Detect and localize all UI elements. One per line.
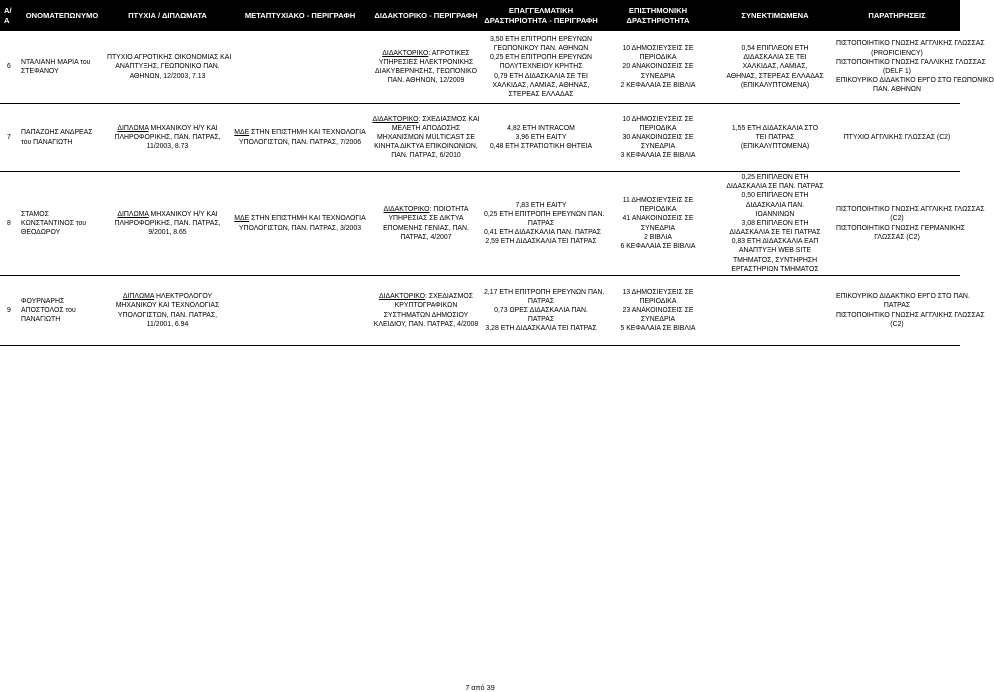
header-row [0, 0, 960, 31]
cell-line: του ΠΑΝΑΓΙΩΤΗ [21, 138, 73, 146]
underlined-prefix: ΜΔΕ [234, 215, 250, 223]
cell-line: ΧΑΛΚΙΔΑΣ, ΛΑΜΙΑΣ, [742, 63, 808, 71]
col-header-degrees: ΠΤΥΧΙΑ / ΔΙΠΛΩΜΑΤΑ [105, 0, 230, 31]
cell-line [232, 128, 368, 137]
cell-text: ΣΤΗΝ ΕΠΙΣΤΗΜΗ ΚΑΙ ΤΕΧΝΟΛΟΓΙΑ [249, 215, 366, 223]
cell-line: ΠΑΝ. ΑΘΗΝΩΝ, 12/2009 [387, 77, 465, 85]
col-header-scientific: ΕΠΙΣΤΗΜΟΝΙΚΗ ΔΡΑΣΤΗΡΙΟΤΗΤΑ [600, 0, 716, 31]
cell-line: ΜΗΧΑΝΙΣΜΩΝ MULTICAST ΣΕ [376, 133, 476, 141]
cell-line: ΤΕΙ ΠΑΤΡΑΣ [755, 133, 795, 141]
cell-line: (C2) [890, 320, 904, 328]
cell-line: ΠΤΥΧΙΟ ΑΓΓΛΙΚΗΣ ΓΛΩΣΣΑΣ (C2) [843, 133, 951, 141]
col-header-professional: ΕΠΑΓΓΕΛΜΑΤΙΚΗ ΔΡΑΣΤΗΡΙΟΤΗΤΑ - ΠΕΡΙΓΡΑΦΗ [482, 0, 600, 31]
cell-line: ΠΕΡΙΟΔΙΚΑ [639, 124, 677, 132]
cell-line: 10 ΔΗΜΟΣΙΕΥΣΕΙΣ ΣΕ [622, 115, 694, 123]
cell-professional [482, 31, 600, 104]
cell-line: ΑΘΗΝΩΝ, 12/2003, 7.13 [129, 72, 206, 80]
cell-text: ΜΗΧΑΝΙΚΟΥ Η/Υ ΚΑΙ [148, 124, 218, 132]
cell-evaluated [716, 104, 834, 172]
cell-line: (C2) [890, 215, 904, 223]
cell-text: : ΣΧΕΔΙΑΣΜΟΣ ΚΑΙ [418, 115, 480, 123]
cell-name [19, 104, 105, 172]
cell-line: ΠΙΣΤΟΠΟΙΗΤΙΚΟ ΓΝΩΣΗΣ ΓΕΡΜΑΝΙΚΗΣ [836, 224, 965, 232]
cell-line: 7,83 ΕΤΗ ΕΑΙΤΥ [515, 201, 567, 209]
cell-line: ΠΙΣΤΟΠΟΙΗΤΙΚΟ ΓΝΩΣΗΣ ΓΑΛΛΙΚΗΣ ΓΛΩΣΣΑΣ [836, 58, 986, 66]
cell-line: (PROFICIENCY) [871, 49, 923, 57]
cell-line: ΑΠΟΣΤΟΛΟΣ του [21, 306, 76, 314]
cell-degrees [105, 104, 230, 172]
cell-number: 8 [0, 172, 19, 276]
cell-line: ΥΠΟΛΟΓΙΣΤΩΝ, ΠΑΝ. ΠΑΤΡΑΣ, [117, 311, 218, 319]
cell-line [372, 49, 480, 58]
cell-line: ΠΑΠΑΖΩΗΣ ΑΝΔΡΕΑΣ [21, 129, 93, 137]
cell-masters [230, 104, 370, 172]
cell-line: 2,59 ΕΤΗ ΔΙΔΑΣΚΑΛΙΑ ΤΕΙ ΠΑΤΡΑΣ [485, 238, 597, 246]
underlined-prefix: ΔΙΠΛΩΜΑ [117, 124, 149, 132]
cell-professional [482, 172, 605, 276]
cell-line: 3,50 ΕΤΗ ΕΠΙΤΡΟΠΗ ΕΡΕΥΝΩΝ [489, 35, 593, 43]
cell-evaluated [716, 276, 834, 346]
cell-degrees [105, 31, 230, 104]
cell-line: ΠΑΤΡΑΣ [527, 219, 555, 227]
cell-line: (DELF 1) [883, 68, 911, 75]
cell-line: ΕΠΙΚΟΥΡΙΚΟ ΔΙΔΑΚΤΙΚΟ ΕΡΓΟ ΣΤΟ ΠΑΝ. [836, 293, 970, 301]
cell-line: 6 ΚΕΦΑΛΑΙΑ ΣΕ ΒΙΒΛΙΑ [620, 242, 696, 250]
cell-line: 5 ΚΕΦΑΛΑΙΑ ΣΕ ΒΙΒΛΙΑ [620, 325, 696, 333]
cell-line: 3 ΚΕΦΑΛΑΙΑ ΣΕ ΒΙΒΛΙΑ [620, 152, 696, 160]
cell-line: ΠΙΣΤΟΠΟΙΗΤΙΚΟ ΓΝΩΣΗΣ ΑΓΓΛΙΚΗΣ ΓΛΩΣΣΑΣ [836, 40, 985, 48]
cell-line: 10 ΔΗΜΟΣΙΕΥΣΕΙΣ ΣΕ [622, 45, 694, 53]
cell-line [107, 124, 228, 133]
cell-line: 20 ΑΝΑΚΟΙΝΩΣΕΙΣ ΣΕ [622, 63, 694, 71]
cell-line: 13 ΔΗΜΟΣΙΕΥΣΕΙΣ ΣΕ [622, 288, 694, 296]
cell-line: 41 ΑΝΑΚΟΙΝΩΣΕΙΣ ΣΕ [622, 215, 694, 223]
cell-line: 3,96 ΕΤΗ ΕΑΙΤΥ [515, 133, 567, 141]
cell-line: 4,82 ΕΤΗ INTRACOM [507, 124, 575, 132]
cell-line: ΑΝΑΠΤΥΞΗ WEB SITE [738, 247, 812, 255]
cell-evaluated [716, 31, 834, 104]
cell-line: 30 ΑΝΑΚΟΙΝΩΣΕΙΣ ΣΕ [622, 133, 694, 141]
cell-line: ΠΑΤΡΑΣ [883, 302, 911, 310]
cell-phd [370, 172, 482, 276]
underlined-prefix: ΜΔΕ [234, 129, 250, 137]
cell-line: ΠΑΝ. ΠΑΤΡΑΣ, 6/2010 [391, 152, 461, 160]
cell-line: 0,54 ΕΠΙΠΛΕΟΝ ΕΤΗ [741, 45, 809, 53]
cell-scientific [600, 31, 716, 104]
cell-name [19, 31, 105, 104]
cell-line: 0,41 ΕΤΗ ΔΙΔΑΣΚΑΛΙΑ ΠΑΝ. ΠΑΤΡΑΣ [484, 229, 602, 237]
cell-remarks [834, 276, 985, 346]
cell-remarks [834, 104, 960, 172]
cell-text: : ΣΧΕΔΙΑΣΜΟΣ [425, 293, 474, 301]
cell-line: ΔΙΔΑΣΚΑΛΙΑ ΣΕ ΤΕΙ [743, 54, 807, 62]
col-header-name: ΟΝΟΜΑΤΕΠΩΝΥΜΟ [19, 0, 105, 31]
cell-line: 11/2003, 8.73 [146, 143, 189, 151]
cell-line: 2 ΒΙΒΛΙΑ [644, 233, 672, 241]
cell-line [107, 210, 228, 219]
cell-line: ΥΠΗΡΕΣΙΕΣ ΗΛΕΚΤΡΟΝΙΚΗΣ [378, 58, 474, 66]
cell-remarks [834, 31, 994, 104]
cell-line: 11/2001, 6.94 [146, 320, 189, 328]
cell-line [372, 292, 480, 301]
cell-line [372, 205, 480, 214]
col-header-aa: Α/Α [0, 0, 19, 31]
cell-text: ΜΗΧΑΝΙΚΟΥ Η/Υ ΚΑΙ [148, 210, 218, 218]
cell-line [232, 214, 368, 223]
cell-line: ΤΜΗΜΑΤΟΣ, ΣΥΝΤΗΡΗΣΗ [732, 256, 818, 264]
cell-scientific [600, 104, 716, 172]
underlined-prefix: ΔΙΠΛΩΜΑ [122, 293, 155, 301]
cell-line [372, 115, 480, 124]
cell-name [19, 276, 105, 346]
underlined-prefix: ΔΙΠΛΩΜΑ [117, 210, 149, 218]
cell-line: ΕΠΙΚΟΥΡΙΚΟ ΔΙΔΑΚΤΙΚΟ ΕΡΓΟ ΣΤΟ ΓΕΩΠΟΝΙΚΟ [836, 77, 994, 85]
cell-line: ΣΤΕΦΑΝΟΥ [21, 68, 59, 75]
cell-line: ΙΩΑΝΝΙΝΩΝ [755, 210, 795, 218]
cell-professional [482, 276, 605, 346]
cell-line: ΚΛΕΙΔΙΟΥ, ΠΑΝ. ΠΑΤΡΑΣ, 4/2008 [373, 320, 479, 328]
cell-phd [370, 104, 482, 172]
cell-evaluated [716, 172, 834, 276]
cell-line: ΠΙΣΤΟΠΟΙΗΤΙΚΟ ΓΝΩΣΗΣ ΑΓΓΛΙΚΗΣ ΓΛΩΣΣΑΣ [836, 311, 985, 319]
cell-line: ΧΑΛΚΙΔΑΣ, ΛΑΜΙΑΣ, ΑΘΗΝΑΣ, [492, 81, 590, 89]
cell-line: 0,25 ΕΤΗ ΕΠΙΤΡΟΠΗ ΕΡΕΥΝΩΝ ΠΑΝ. [484, 210, 605, 218]
cell-line: 0,25 ΕΠΙΠΛΕΟΝ ΕΤΗ [741, 174, 809, 182]
cell-line: ΠΛΗΡΟΦΟΡΙΚΗΣ, ΠΑΝ. ΠΑΤΡΑΣ, [114, 133, 221, 141]
underlined-prefix: ΔΙΔΑΚΤΟΡΙΚΟ [383, 206, 430, 214]
cell-masters [230, 31, 370, 104]
cell-line: ΣΥΣΤΗΜΑΤΩΝ ΔΗΜΟΣΙΟΥ [383, 311, 469, 319]
col-header-phd: ΔΙΔΑΚΤΟΡΙΚΟ - ΠΕΡΙΓΡΑΦΗ [370, 0, 482, 31]
table-row [0, 276, 960, 346]
cell-line: ΠΕΡΙΟΔΙΚΑ [639, 54, 677, 62]
cell-remarks [834, 172, 985, 276]
cell-line: ΠΤΥΧΙΟ ΑΓΡΟΤΙΚΗΣ ΟΙΚΟΝΟΜΙΑΣ ΚΑΙ [107, 54, 232, 62]
table-row [0, 31, 960, 104]
cell-professional [482, 104, 600, 172]
cell-line [107, 292, 228, 301]
cell-line: ΚΡΥΠΤΟΓΡΑΦΙΚΩΝ [394, 302, 458, 310]
col-header-remarks: ΠΑΡΑΤΗΡΗΣΕΙΣ [834, 0, 960, 31]
cell-line: ΓΕΩΠΟΝΙΚΟΥ ΠΑΝ. ΑΘΗΝΩΝ [493, 45, 589, 53]
cell-degrees [105, 276, 230, 346]
cell-line: ΥΠΗΡΕΣΙΑΣ ΣΕ ΔΙΚΤΥΑ [388, 215, 464, 223]
cell-line: ΠΙΣΤΟΠΟΙΗΤΙΚΟ ΓΝΩΣΗΣ ΑΓΓΛΙΚΗΣ ΓΛΩΣΣΑΣ [836, 206, 985, 214]
cell-number: 6 [0, 31, 19, 104]
cell-line: ΔΙΑΚΥΒΕΡΝΗΣΗΣ, ΓΕΩΠΟΝΙΚΟ [375, 68, 477, 75]
cell-line: ΔΙΔΑΣΚΑΛΙΑ ΠΑΝ. [745, 201, 805, 209]
cell-line: ΓΛΩΣΣΑΣ (C2) [874, 233, 920, 241]
cell-line: ΦΟΥΡΝΑΡΗΣ [21, 297, 65, 305]
cell-line: 23 ΑΝΑΚΟΙΝΩΣΕΙΣ ΣΕ [622, 306, 694, 314]
cell-line: ΕΠΟΜΕΝΗΣ ΓΕΝΙΑΣ, ΠΑΝ. [383, 224, 469, 232]
cell-line: ΔΙΔΑΣΚΑΛΙΑ ΣΕ ΠΑΝ. ΠΑΤΡΑΣ [726, 183, 824, 191]
cell-text: ΗΛΕΚΤΡΟΛΟΓΟΥ [154, 293, 213, 301]
cell-line: ΠΑΝΑΓΙΩΤΗ [21, 316, 61, 324]
cell-scientific [600, 172, 716, 276]
cell-line: ΕΡΓΑΣΤΗΡΙΩΝ ΤΜΗΜΑΤΟΣ [731, 265, 819, 273]
cell-line: ΣΥΝΕΔΡΙΑ [640, 143, 676, 151]
cell-line: ΠΑΤΡΑΣ [527, 316, 555, 324]
cell-line: ΥΠΟΛΟΓΙΣΤΩΝ, ΠΑΝ. ΠΑΤΡΑΣ, 3/2003 [238, 224, 362, 232]
cell-degrees [105, 172, 230, 276]
col-header-evaluated: ΣΥΝΕΚΤΙΜΩΜΕΝΑ [716, 0, 834, 31]
cell-line: ΔΙΔΑΣΚΑΛΙΑ ΣΕ ΤΕΙ ΠΑΤΡΑΣ [729, 229, 821, 237]
cell-line: ΣΤΑΜΟΣ [21, 210, 49, 218]
cell-line: ΑΝΑΠΤΥΞΗΣ, ΓΕΩΠΟΝΙΚΟ ΠΑΝ. [115, 63, 220, 71]
cell-line: (ΕΠΙΚΑΛΥΠΤΟΜΕΝΑ) [740, 81, 810, 89]
cell-line: ΠΕΡΙΟΔΙΚΑ [639, 206, 677, 214]
cell-line: 0,25 ΕΤΗ ΕΠΙΤΡΟΠΗ ΕΡΕΥΝΩΝ [489, 54, 593, 62]
cell-line: ΑΘΗΝΑΣ, ΣΤΕΡΕΑΣ ΕΛΛΑΔΑΣ [726, 72, 824, 80]
cell-number: 7 [0, 104, 19, 172]
cell-number: 9 [0, 276, 19, 346]
cell-line: ΝΤΑΛΙΑΝΗ ΜΑΡΙΑ του [21, 58, 91, 66]
cell-line: ΚΙΝΗΤΑ ΔΙΚΤΥΑ ΕΠΙΚΟΙΝΩΝΙΩΝ, [374, 143, 478, 151]
page-number: 7 από 39 [465, 683, 495, 692]
cell-line: 2,17 ΕΤΗ ΕΠΙΤΡΟΠΗ ΕΡΕΥΝΩΝ ΠΑΝ. [484, 288, 605, 296]
cell-line: ΣΤΕΡΕΑΣ ΕΛΛΑΔΑΣ [508, 90, 574, 98]
cell-line: ΠΛΗΡΟΦΟΡΙΚΗΣ, ΠΑΝ. ΠΑΤΡΑΣ, [114, 219, 221, 227]
cell-line: ΣΥΝΕΔΡΙΑ [640, 316, 676, 324]
cell-line: ΠΑΝ. ΑΘΗΝΩΝ [873, 86, 921, 94]
cell-text: : ΠΟΙΟΤΗΤΑ [429, 206, 469, 214]
cell-masters [230, 172, 370, 276]
cell-text: : ΑΓΡΟΤΙΚΕΣ [428, 49, 470, 57]
underlined-prefix: ΔΙΔΑΚΤΟΡΙΚΟ [378, 293, 425, 301]
cell-line: 0,50 ΕΠΙΠΛΕΟΝ ΕΤΗ [741, 192, 809, 200]
cell-line: 0,73 ΩΡΕΣ ΔΙΔΑΣΚΑΛΙΑ ΠΑΝ. [494, 306, 588, 314]
cell-line: (ΕΠΙΚΑΛΥΠΤΟΜΕΝΑ) [740, 143, 810, 151]
cell-line: ΜΕΛΕΤΗ ΑΠΟΔΟΣΗΣ [391, 124, 461, 132]
cell-line: ΚΩΝΣΤΑΝΤΙΝΟΣ του [21, 219, 87, 227]
cell-line: ΠΟΛΥΤΕΧΝΕΙΟΥ ΚΡΗΤΗΣ [499, 63, 583, 71]
cell-line: 11 ΔΗΜΟΣΙΕΥΣΕΙΣ ΣΕ [622, 196, 694, 204]
cell-line: ΘΕΟΔΩΡΟΥ [21, 229, 61, 237]
cell-line: 3,28 ΕΤΗ ΔΙΔΑΣΚΑΛΙΑ ΤΕΙ ΠΑΤΡΑΣ [485, 325, 597, 333]
cell-masters [230, 276, 370, 346]
cell-line: ΥΠΟΛΟΓΙΣΤΩΝ, ΠΑΝ. ΠΑΤΡΑΣ, 7/2006 [238, 138, 362, 146]
cell-phd [370, 276, 482, 346]
cell-line: ΣΥΝΕΔΡΙΑ [640, 224, 676, 232]
cell-line: ΠΕΡΙΟΔΙΚΑ [639, 297, 677, 305]
table-row [0, 104, 960, 172]
cell-phd [370, 31, 482, 104]
cell-line: ΠΑΤΡΑΣ, 4/2007 [400, 233, 452, 241]
cell-line: 0,79 ΕΤΗ ΔΙΔΑΣΚΑΛΙΑ ΣΕ ΤΕΙ [494, 72, 588, 80]
cell-line: 0,83 ΕΤΗ ΔΙΔΑΣΚΑΛΙΑ ΕΑΠ [731, 238, 819, 246]
cell-scientific [600, 276, 716, 346]
cell-text: ΣΤΗΝ ΕΠΙΣΤΗΜΗ ΚΑΙ ΤΕΧΝΟΛΟΓΙΑ [249, 129, 366, 137]
cell-name [19, 172, 105, 276]
table-row [0, 172, 960, 276]
cell-line: ΠΑΤΡΑΣ [527, 297, 555, 305]
cell-line: 2 ΚΕΦΑΛΑΙΑ ΣΕ ΒΙΒΛΙΑ [620, 81, 696, 89]
cell-line: ΣΥΝΕΔΡΙΑ [640, 72, 676, 80]
cell-line: 9/2001, 8.65 [148, 229, 187, 237]
cell-line: ΜΗΧΑΝΙΚΟΥ ΚΑΙ ΤΕΧΝΟΛΟΓΙΑΣ [115, 302, 220, 310]
col-header-masters: ΜΕΤΑΠΤΥΧΙΑΚΟ - ΠΕΡΙΓΡΑΦΗ [230, 0, 370, 31]
underlined-prefix: ΔΙΔΑΚΤΟΡΙΚΟ [372, 115, 419, 123]
cell-line: 3,08 ΕΠΙΠΛΕΟΝ ΕΤΗ [741, 219, 809, 227]
cell-line: 1,55 ΕΤΗ ΔΙΔΑΣΚΑΛΙΑ ΣΤΟ [731, 124, 819, 132]
cell-line: 0,48 ΕΤΗ ΣΤΡΑΤΙΩΤΙΚΗ ΘΗΤΕΙΑ [489, 143, 593, 151]
underlined-prefix: ΔΙΔΑΚΤΟΡΙΚΟ [382, 49, 429, 57]
